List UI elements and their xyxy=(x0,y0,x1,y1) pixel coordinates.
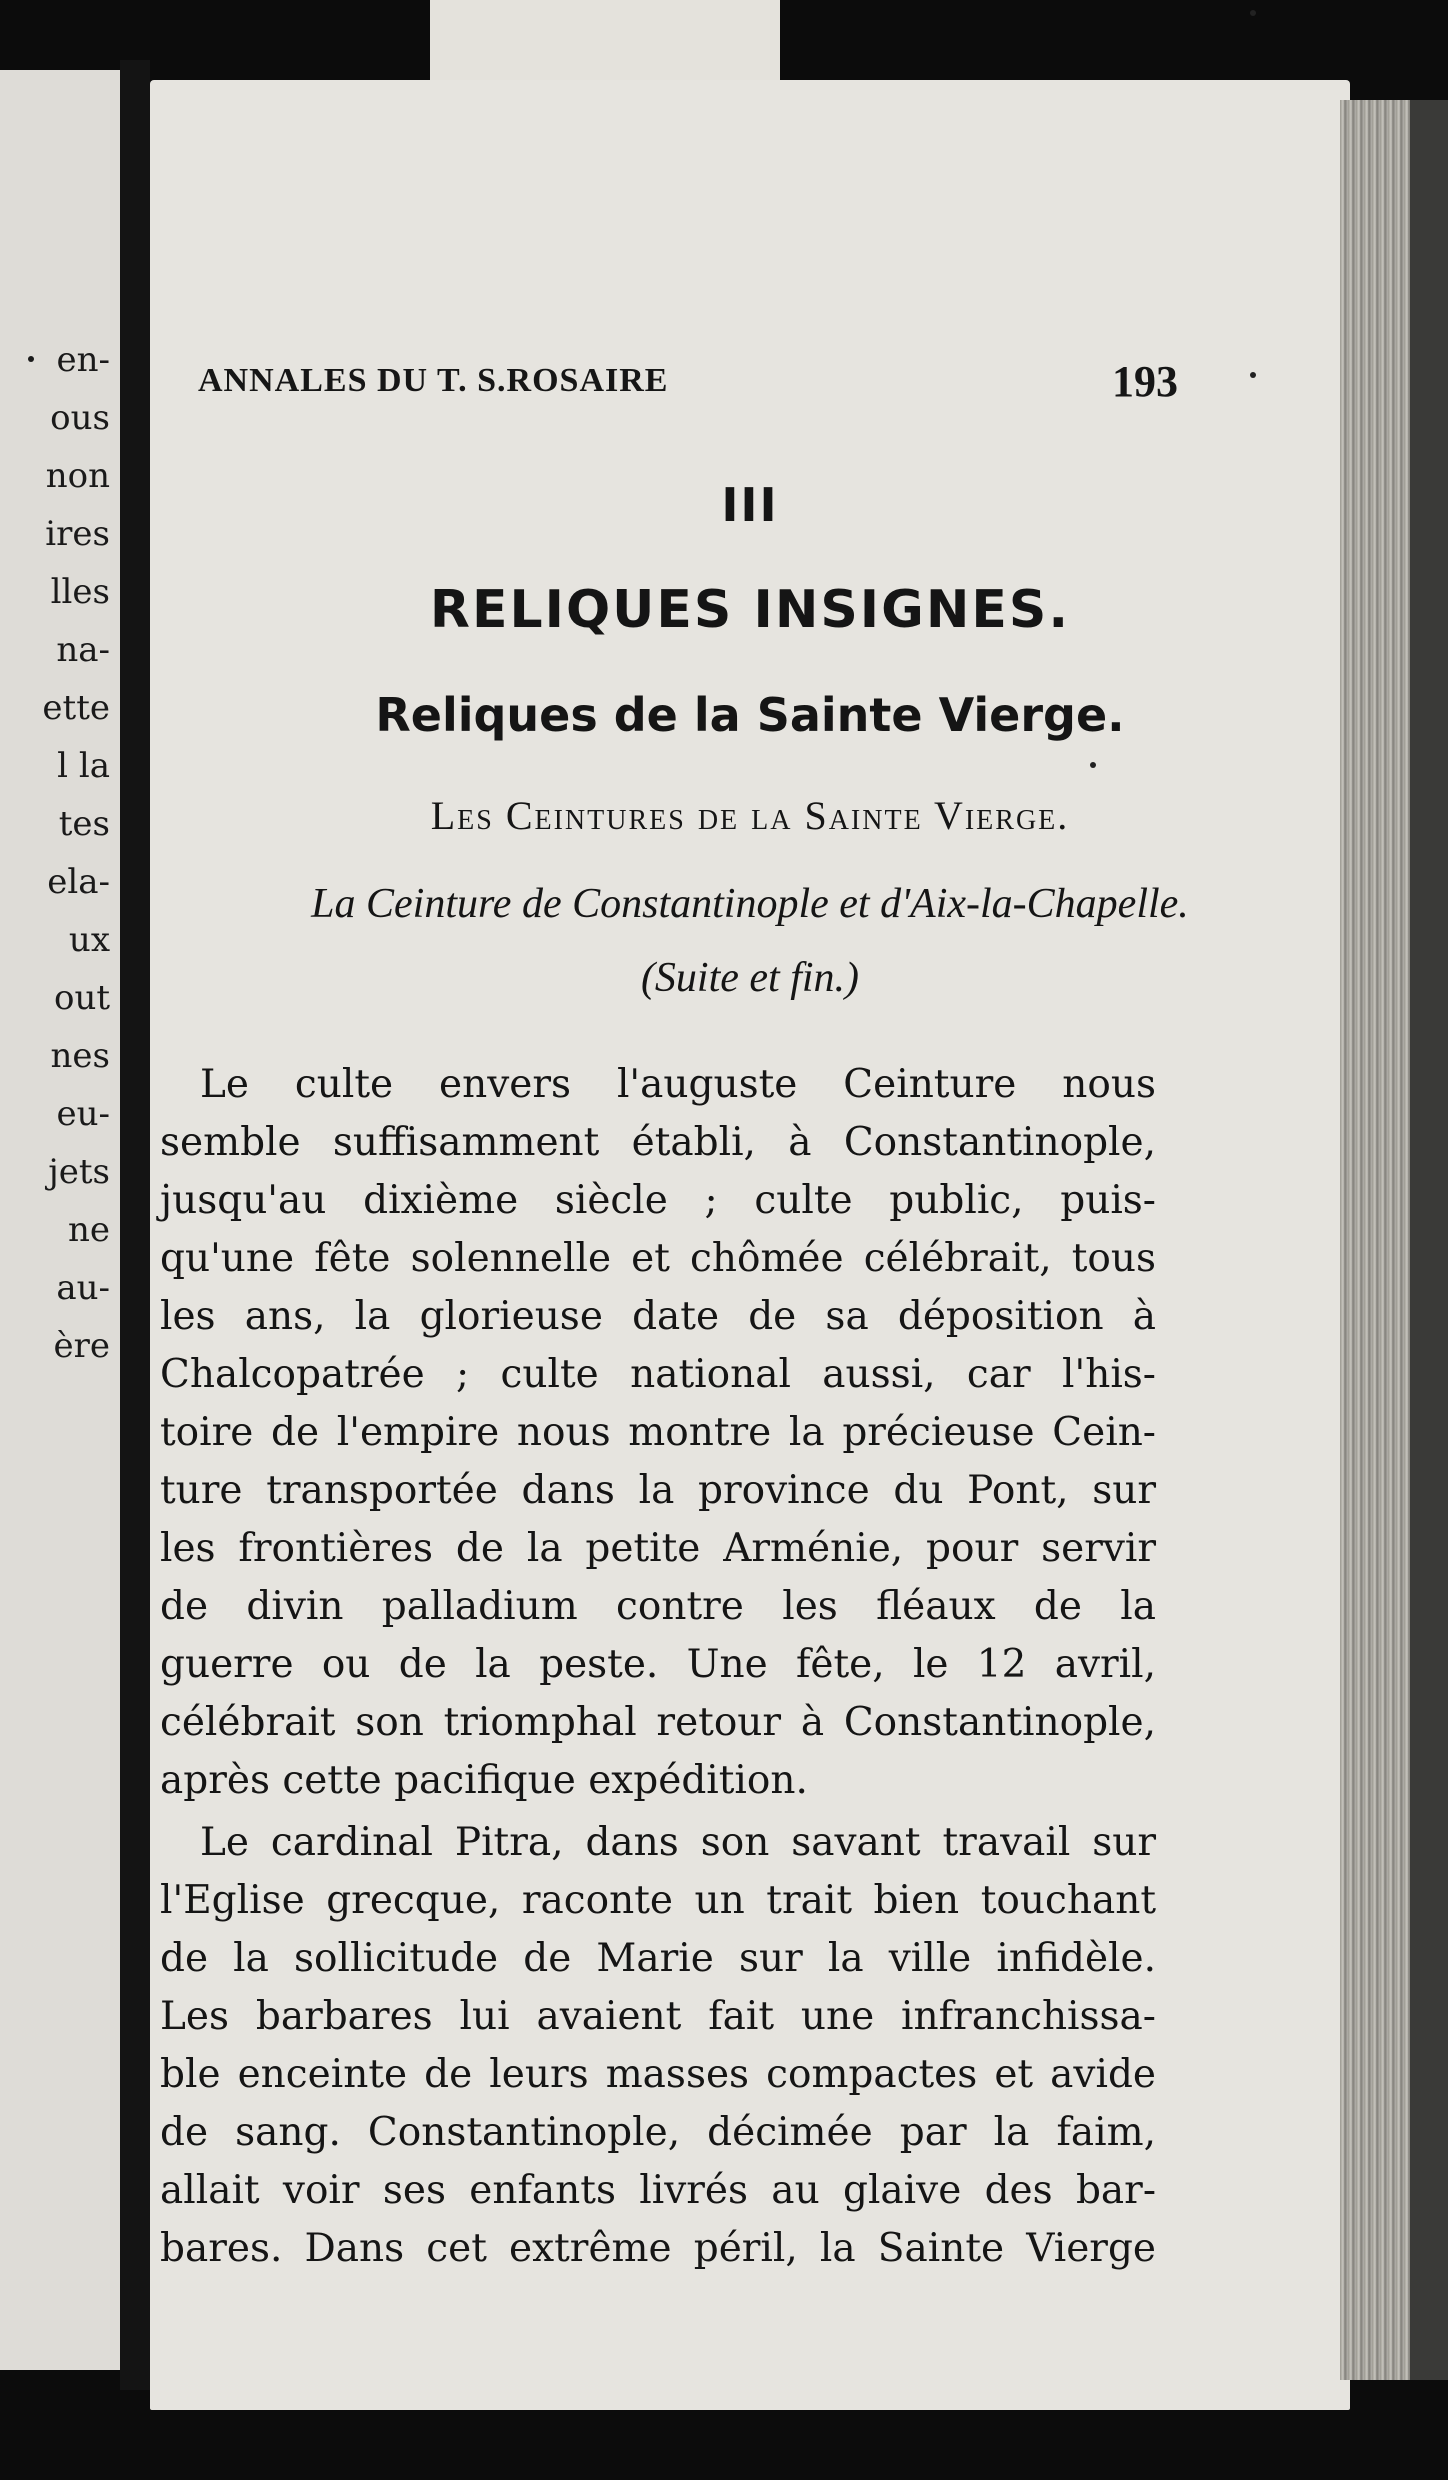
book-cover-edge xyxy=(1410,100,1448,2380)
body-line: guerre ou de la peste. Une fête, le 12 avril, xyxy=(160,1642,1156,1687)
body-line: qu'une fête solennelle et chômée célébrait, tous xyxy=(160,1236,1156,1281)
italic-heading: La Ceinture de Constantinople et d'Aix-la-Chapelle. xyxy=(311,881,1189,927)
section-number: III xyxy=(721,478,779,532)
left-fragment: nes xyxy=(50,1036,110,1076)
left-fragment: non xyxy=(45,456,110,496)
body-line: de divin palladium contre les fléaux de la xyxy=(160,1584,1156,1629)
book-gutter xyxy=(120,60,150,2390)
body-line: bares. Dans cet extrême péril, la Sainte Vierge xyxy=(160,2226,1156,2271)
left-fragment: tes xyxy=(58,804,110,844)
main-title: RELIQUES INSIGNES. xyxy=(429,580,1071,640)
left-fragment: jets xyxy=(48,1152,110,1192)
left-fragment: na- xyxy=(56,630,110,670)
body-line: Le cardinal Pitra, dans son savant travail sur xyxy=(200,1820,1156,1865)
body-line: après cette pacifique expédition. xyxy=(160,1758,808,1803)
left-fragment: out xyxy=(53,978,110,1018)
body-line: les frontières de la petite Arménie, pour servir xyxy=(160,1526,1156,1571)
subtitle: Reliques de la Sainte Vierge. xyxy=(375,688,1125,742)
left-fragment: ux xyxy=(68,920,110,960)
body-line: célébrait son triomphal retour à Constantinople, xyxy=(160,1700,1156,1745)
left-fragment: ette xyxy=(42,688,110,728)
body-line: de la sollicitude de Marie sur la ville infidèle. xyxy=(160,1936,1156,1981)
left-fragment: au- xyxy=(56,1268,110,1308)
body-line: Le culte envers l'auguste Ceinture nous xyxy=(200,1062,1156,1107)
scan-border xyxy=(0,2410,1448,2480)
body-line: les ans, la glorieuse date de sa déposition à xyxy=(160,1294,1156,1339)
body-line: jusqu'au dixième siècle ; culte public, puis- xyxy=(160,1178,1156,1223)
body-line: de sang. Constantinople, décimée par la faim, xyxy=(160,2110,1156,2155)
bookmark-tab xyxy=(430,0,780,90)
body-line: toire de l'empire nous montre la précieuse Cein- xyxy=(160,1410,1156,1455)
left-fragment: ires xyxy=(45,514,110,554)
left-fragment: ous xyxy=(50,398,110,438)
left-fragment: en- xyxy=(56,340,110,380)
body-line: ble enceinte de leurs masses compactes et avide xyxy=(160,2052,1156,2097)
body-line: Les barbares lui avaient fait une infranchissa- xyxy=(160,1994,1156,2039)
previous-page-fragment xyxy=(0,70,120,2370)
stray-mark xyxy=(1250,10,1256,16)
body-line: allait voir ses enfants livrés au glaive des bar- xyxy=(160,2168,1156,2213)
caps-heading: Les Ceintures de la Sainte Vierge. xyxy=(430,793,1070,838)
left-fragment: ne xyxy=(67,1210,110,1250)
page-number: 193 xyxy=(1112,357,1178,406)
stray-mark xyxy=(1250,372,1256,378)
stray-mark xyxy=(1090,762,1096,768)
left-fragment: lles xyxy=(50,572,110,612)
body-line: Chalcopatrée ; culte national aussi, car l'his- xyxy=(160,1352,1156,1397)
body-line: semble suffisamment établi, à Constantinople, xyxy=(160,1120,1156,1165)
left-fragment: ela- xyxy=(47,862,110,902)
left-fragment: eu- xyxy=(56,1094,110,1134)
running-title: ANNALES DU T. S.ROSAIRE xyxy=(198,362,669,399)
left-fragment: l la xyxy=(57,746,110,786)
running-header xyxy=(198,357,1178,422)
body-line: ture transportée dans la province du Pont, sur xyxy=(160,1468,1156,1513)
body-line: l'Eglise grecque, raconte un trait bien touchant xyxy=(160,1878,1156,1923)
italic-subheading: (Suite et fin.) xyxy=(640,955,860,1001)
left-fragment: ère xyxy=(53,1326,110,1366)
